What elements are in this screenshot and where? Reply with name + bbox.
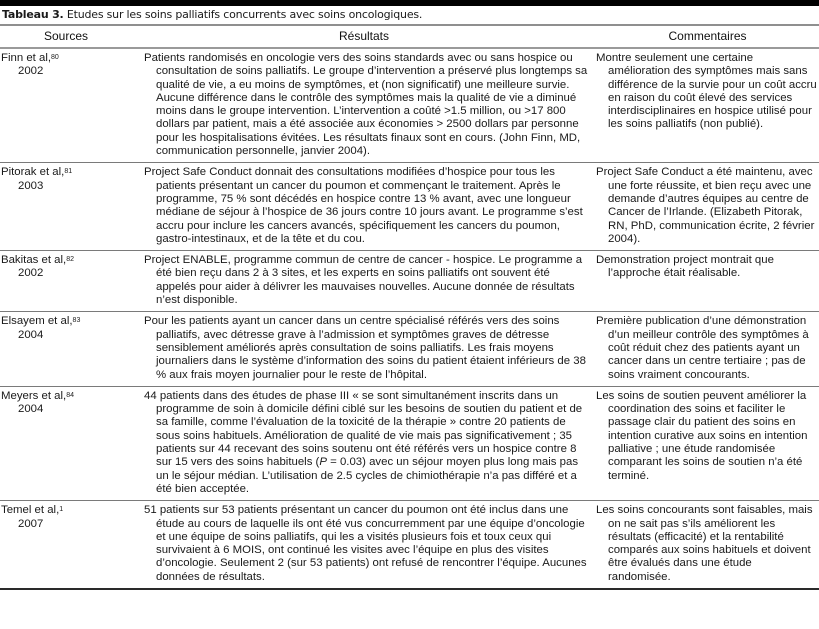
- table-row: [0, 501, 819, 589]
- source-year: 2002: [18, 65, 44, 78]
- results-text: Patients randomisés en oncologie vers des soins standards avec ou sans hospice ou consultation de soins palliatifs. Le groupe d’intervention a préservé plus longtemps sa qualité de vie, a eu moins de symptômes, et (non significatif) une meilleure survie. Aucune différence dans le contrôle des symptômes mais la qualité de vie a diminué moins dans le groupe intervention. L’intervention a coûté >1.5 million, ou >17 800 dollars par patient, mais a été associée aux économies > 2500 dollars par personne pour les hospitalisations évitées. Les résultats finaux sont en cours. (John Finn, MD, communication personnelle, janvier 2004).: [144, 52, 588, 158]
- reference-number: 84: [66, 391, 74, 399]
- source-author: Bakitas et al,: [1, 254, 67, 267]
- table-row: [0, 251, 819, 312]
- comments-text: Première publication d’une démonstration d’un meilleur contrôle des symptômes à coût réduit chez des patients ayant un cancer dans un centre tertiaire ; pas de soins vraiment concourants.: [596, 315, 809, 381]
- comments-text: Montre seulement une certaine amélioration des symptômes mais sans différence de la survie pour un coût accru en raison du coût élevé des services interdisciplinaires en hospice utilisé pour les soins palliatifs (non publié).: [596, 52, 817, 131]
- header-sources: Sources: [0, 26, 132, 48]
- source-year: 2002: [18, 267, 44, 280]
- results-cell: [132, 251, 596, 312]
- results-text: Project Safe Conduct donnait des consultations modifiées d’hospice pour tous les patients présentant un cancer du poumon et commençant le traitement. Après le programme, 75 % sont décédés en hospice contre 13 % avant, avec une longueur médiane de séjour à l’hospice de 36 jours contre 10 jours avant. Le programme s’est accru pour inclure les cancers avancés, spécifiquement les cancers du poumon, gastro-intestinaux, et de la tête et du cou.: [144, 166, 583, 245]
- comments-text: Project Safe Conduct a été maintenu, avec une forte réussite, et bien reçu avec une demande d’autres équipes au centre de Cancer de l’Irlande. (Elizabeth Pitorak, RN, PhD, communication écrite, 2 février 2004).: [596, 166, 815, 245]
- results-text: 51 patients sur 53 patients présentant un cancer du poumon ont été inclus dans une étude au cours de laquelle ils ont été vus concurremment par une équipe d’oncologie et une équipe de soins palliatifs, qui les a visités plusieurs fois et toux ceux qui survivaient à 6 MOIS, ont continué les visites avec l’équipe en plus des visites d’oncologie. Seulement 2 (sur 53 patients) ont refusé de rencontrer l’équipe. Aucunes données de résultats.: [144, 504, 587, 583]
- table-row: [0, 386, 819, 500]
- source-author: Elsayem et al,: [1, 315, 73, 328]
- table-row: [0, 48, 819, 163]
- source-cell: [0, 386, 132, 500]
- results-text: [144, 390, 592, 496]
- source-cell: [0, 163, 132, 251]
- results-text: Project ENABLE, programme commun de centre de cancer - hospice. Le programme a été bien reçu dans 2 à 3 sites, et les experts en soins palliatifs ont souvent été appelés pour aider à délivrer les mauvaises nouvelles. Aucune donnée de résultats n’est disponible.: [144, 254, 583, 307]
- header-comments: Commentaires: [596, 26, 819, 48]
- reference-number: 81: [64, 168, 73, 176]
- source-year: 2007: [18, 517, 44, 530]
- p-value-symbol: P: [319, 456, 327, 469]
- results-cell: [132, 312, 596, 386]
- reference-number: 80: [51, 54, 59, 61]
- source-cell: [0, 312, 132, 386]
- comments-cell: [596, 501, 819, 589]
- comments-cell: [596, 48, 819, 163]
- comments-text: Les soins de soutien peuvent améliorer la coordination des soins et faciliter le passage clair du patient des soins en intention curative aux soins en intention palliative ; une étude randomisée comparant les soins de soutien n’a été terminé.: [596, 389, 808, 482]
- results-cell: [132, 501, 596, 589]
- source-cell: [0, 251, 132, 312]
- table-caption: [0, 6, 819, 23]
- header-results: Résultats: [132, 26, 596, 48]
- table-row: [0, 312, 819, 386]
- comments-cell: [596, 312, 819, 386]
- comments-cell: [596, 163, 819, 251]
- table-caption-text: Etudes sur les soins palliatifs concurrents avec soins oncologiques.: [63, 8, 423, 21]
- comments-text: Les soins concourants sont faisables, mais on ne sait pas s’ils améliorent les résultats (efficacité) et la rentabilité comparés aux soins habituels et doivent être évalués dans une étude randomisée.: [596, 504, 813, 583]
- comments-cell: [596, 386, 819, 500]
- source-author: Pitorak et al,: [1, 166, 65, 179]
- results-text-part: 44 patients dans des études de phase III « se sont simultanément inscrits dans un programme de soin à domicile défini ciblé sur les besoins de soutien du patient et de sa famille, comme l’évaluation de la toxicité de la thérapie » contre 20 patients de sous soins habituels. Amélioration de qualité de vie mais pas significativement ; 35 patients sur 44 recevant des soins soutenu ont été référés vers un hospice contre 8 sur 15 vers des soins habituels (: [144, 389, 583, 469]
- results-cell: [132, 163, 596, 251]
- table-caption-label: Tableau 3.: [2, 8, 64, 21]
- studies-table: [0, 26, 819, 590]
- source-year: 2003: [18, 179, 44, 192]
- table-row: [0, 163, 819, 251]
- source-author: Meyers et al,: [1, 389, 67, 402]
- results-cell: [132, 386, 596, 500]
- comments-cell: [596, 251, 819, 312]
- reference-number: 82: [66, 256, 75, 264]
- table-header-row: [0, 26, 819, 48]
- source-year: 2004: [18, 403, 44, 416]
- reference-number: 83: [72, 317, 81, 325]
- source-cell: [0, 501, 132, 589]
- source-author: Finn et al,: [1, 52, 52, 64]
- source-cell: [0, 48, 132, 163]
- reference-number: 1: [59, 506, 64, 514]
- results-text: Pour les patients ayant un cancer dans un centre spécialisé référés vers des soins palliatifs, avec détresse grave à l’admission et symptômes graves de détresse sensiblement améliorés après consultation de soins palliatifs. Les frais moyens journaliers dans le système d’information des soins du patient étaient inférieurs de 38 % aux frais moyen journalier pour le reste de l’hôpital.: [144, 315, 586, 381]
- source-year: 2004: [18, 328, 44, 341]
- comments-text: Demonstration project montrait que l’approche était réalisable.: [596, 254, 774, 280]
- source-author: Temel et al,: [1, 504, 60, 517]
- results-text-part: = 0.03) avec un séjour moyen plus long mais pas un le séjour médian. L’utilisation de 2.5 cycles de chimiothérapie n’a pas différé et a été bien acceptée.: [156, 456, 579, 495]
- results-cell: [132, 48, 596, 163]
